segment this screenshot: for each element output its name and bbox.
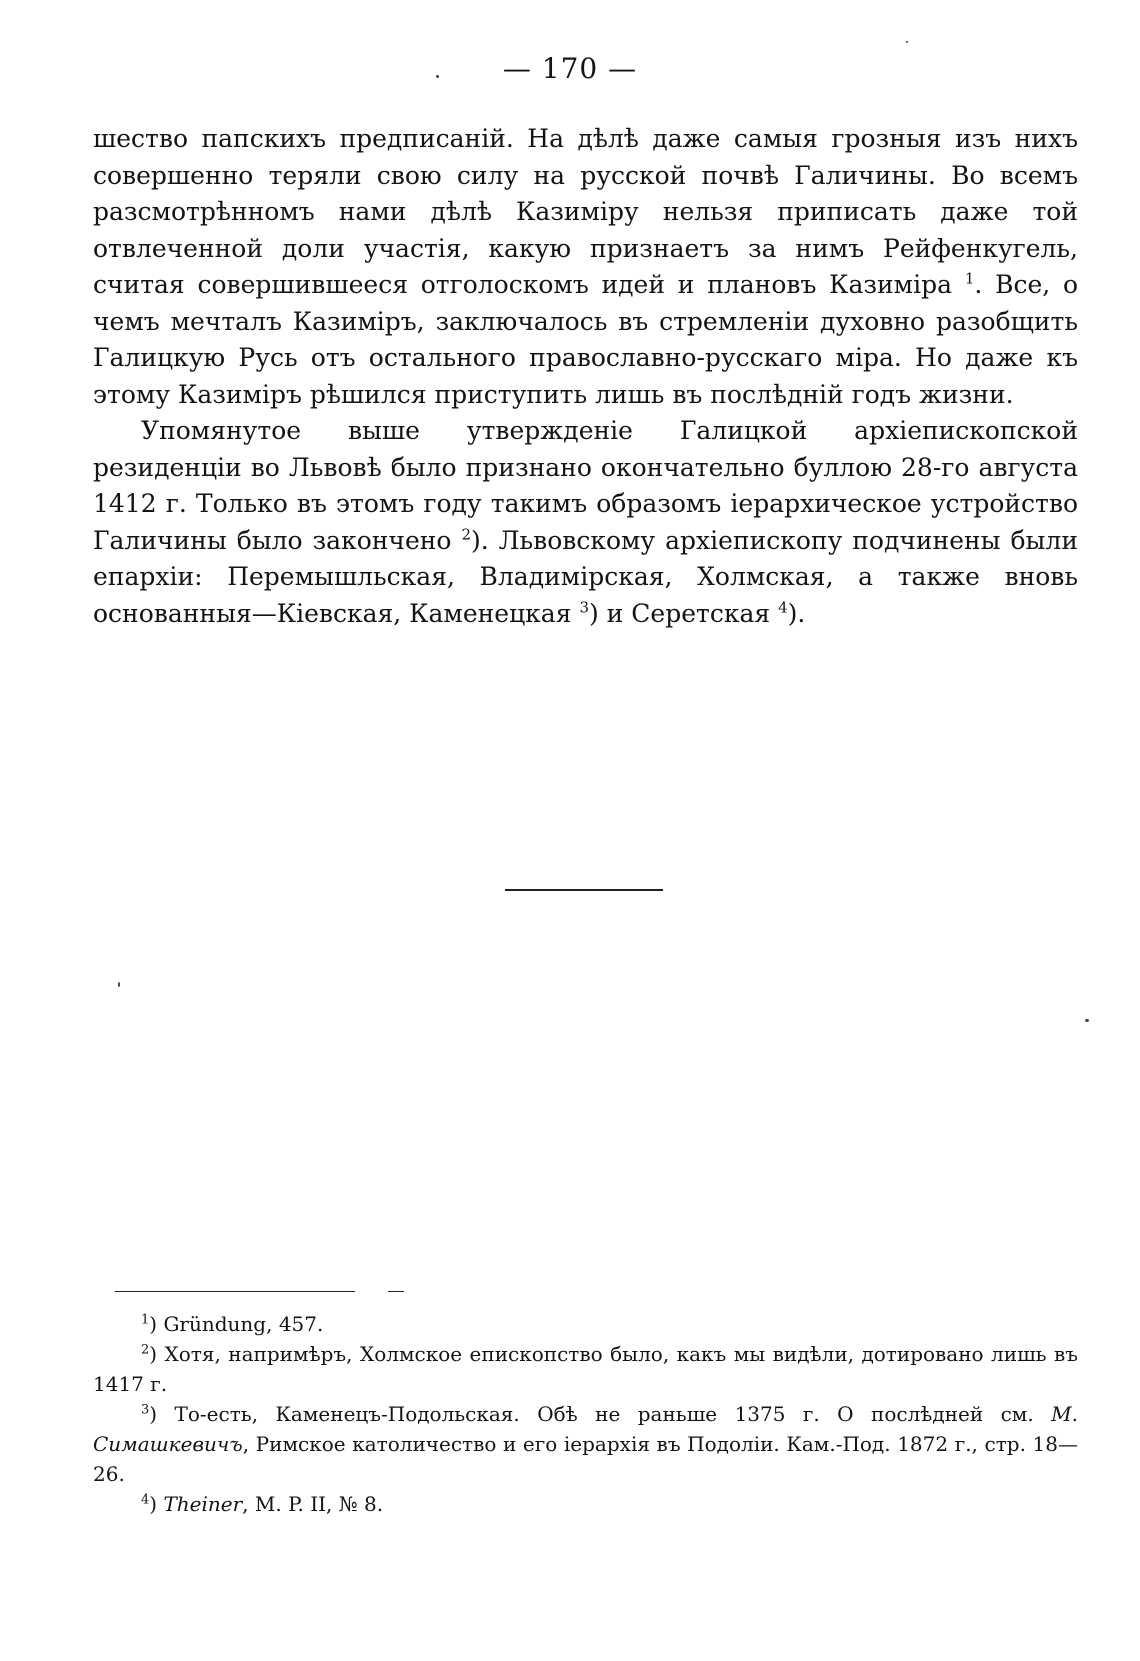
scan-speck <box>436 75 439 78</box>
paragraph-2-text-cont: ). Львовскому архіепископу подчинены были епархіи: Перемышльская, Владимірская, Холмская, а также вновь основанныя—Кіевская, Каменецкая <box>93 525 1078 628</box>
footnote-1-mark: 1 <box>141 1312 150 1328</box>
footnote-3 <box>93 1399 1078 1489</box>
footnote-4-author: Theiner <box>163 1492 243 1516</box>
main-text <box>93 121 1078 632</box>
page-number: — 170 — <box>502 52 638 85</box>
footnote-ref-3: 3 <box>579 598 589 617</box>
footnote-2-mark: 2 <box>141 1342 150 1358</box>
footnotes <box>93 1309 1078 1519</box>
footnote-ref-1: 1 <box>964 269 975 288</box>
scan-speck <box>1085 1019 1089 1022</box>
footnote-ref-4: 4 <box>778 598 788 617</box>
scan-speck <box>118 982 120 987</box>
paragraph-1-text: шество папскихъ предписаній. На дѣлѣ даже самыя грозныя изъ нихъ совершенно теряли свою силу на русской почвѣ Галичины. Во всемъ разсмотрѣнномъ нами дѣлѣ Казиміру нельзя приписать даже той отвлеченной доли участія, какую признаетъ за нимъ Рейфенкугель, считая совершившееся отголоскомъ идей и плановъ Казиміра <box>93 124 1078 299</box>
footnote-rule <box>115 1291 355 1292</box>
footnote-2 <box>93 1339 1078 1399</box>
section-separator <box>505 889 663 891</box>
paragraph-1-text-cont: . Все, о чемъ мечталъ Казиміръ, заключалось въ стремленіи духовно разобщить Галицкую Русь отъ остального православно-русскаго міра. Но даже къ этому Казиміръ рѣшился приступить лишь въ послѣдній годъ жизни. <box>93 270 1079 409</box>
footnote-1 <box>93 1309 1078 1339</box>
scan-speck <box>906 41 908 43</box>
footnote-1-text: ) Gründung, 457. <box>149 1312 324 1336</box>
paragraph-2-text-end: ). <box>787 598 806 628</box>
footnote-4-mark: 4 <box>141 1492 150 1508</box>
footnote-3-author: М. Симашкевичъ <box>93 1402 1078 1456</box>
footnote-2-text: ) Хотя, напримѣръ, Холмское епископство было, какъ мы видѣли, дотировано лишь въ 1417 г. <box>93 1342 1078 1396</box>
footnote-3-mark: 3 <box>141 1402 150 1418</box>
paragraph-2 <box>93 413 1078 632</box>
footnote-3-text: ) То-есть, Каменецъ-Подольская. Обѣ не раньше 1375 г. О послѣдней см. <box>149 1402 1052 1426</box>
footnote-ref-2: 2 <box>461 525 471 544</box>
paragraph-2-text-cont-2: ) и Серетская <box>588 598 771 628</box>
paragraph-2-text: Упомянутое выше утвержденіе Галицкой архіепископской резиденціи во Львовѣ было признано окончательно буллою 28-го августа 1412 г. Только въ этомъ году такимъ образомъ іерархическое устройство Галичины было закончено <box>93 416 1078 555</box>
paragraph-1 <box>93 121 1078 413</box>
footnote-4: $^4$) Theiner, M. P. II, № 8. <box>141 1492 384 1516</box>
footnote-rule-dash <box>388 1291 404 1292</box>
footnote-3-text-cont: , Римское католичество и его іерархія въ Подоліи. Кам.-Под. 1872 г., стр. 18—26. <box>93 1432 1078 1486</box>
footnote-4-text: , M. P. II, № 8. <box>242 1492 384 1516</box>
